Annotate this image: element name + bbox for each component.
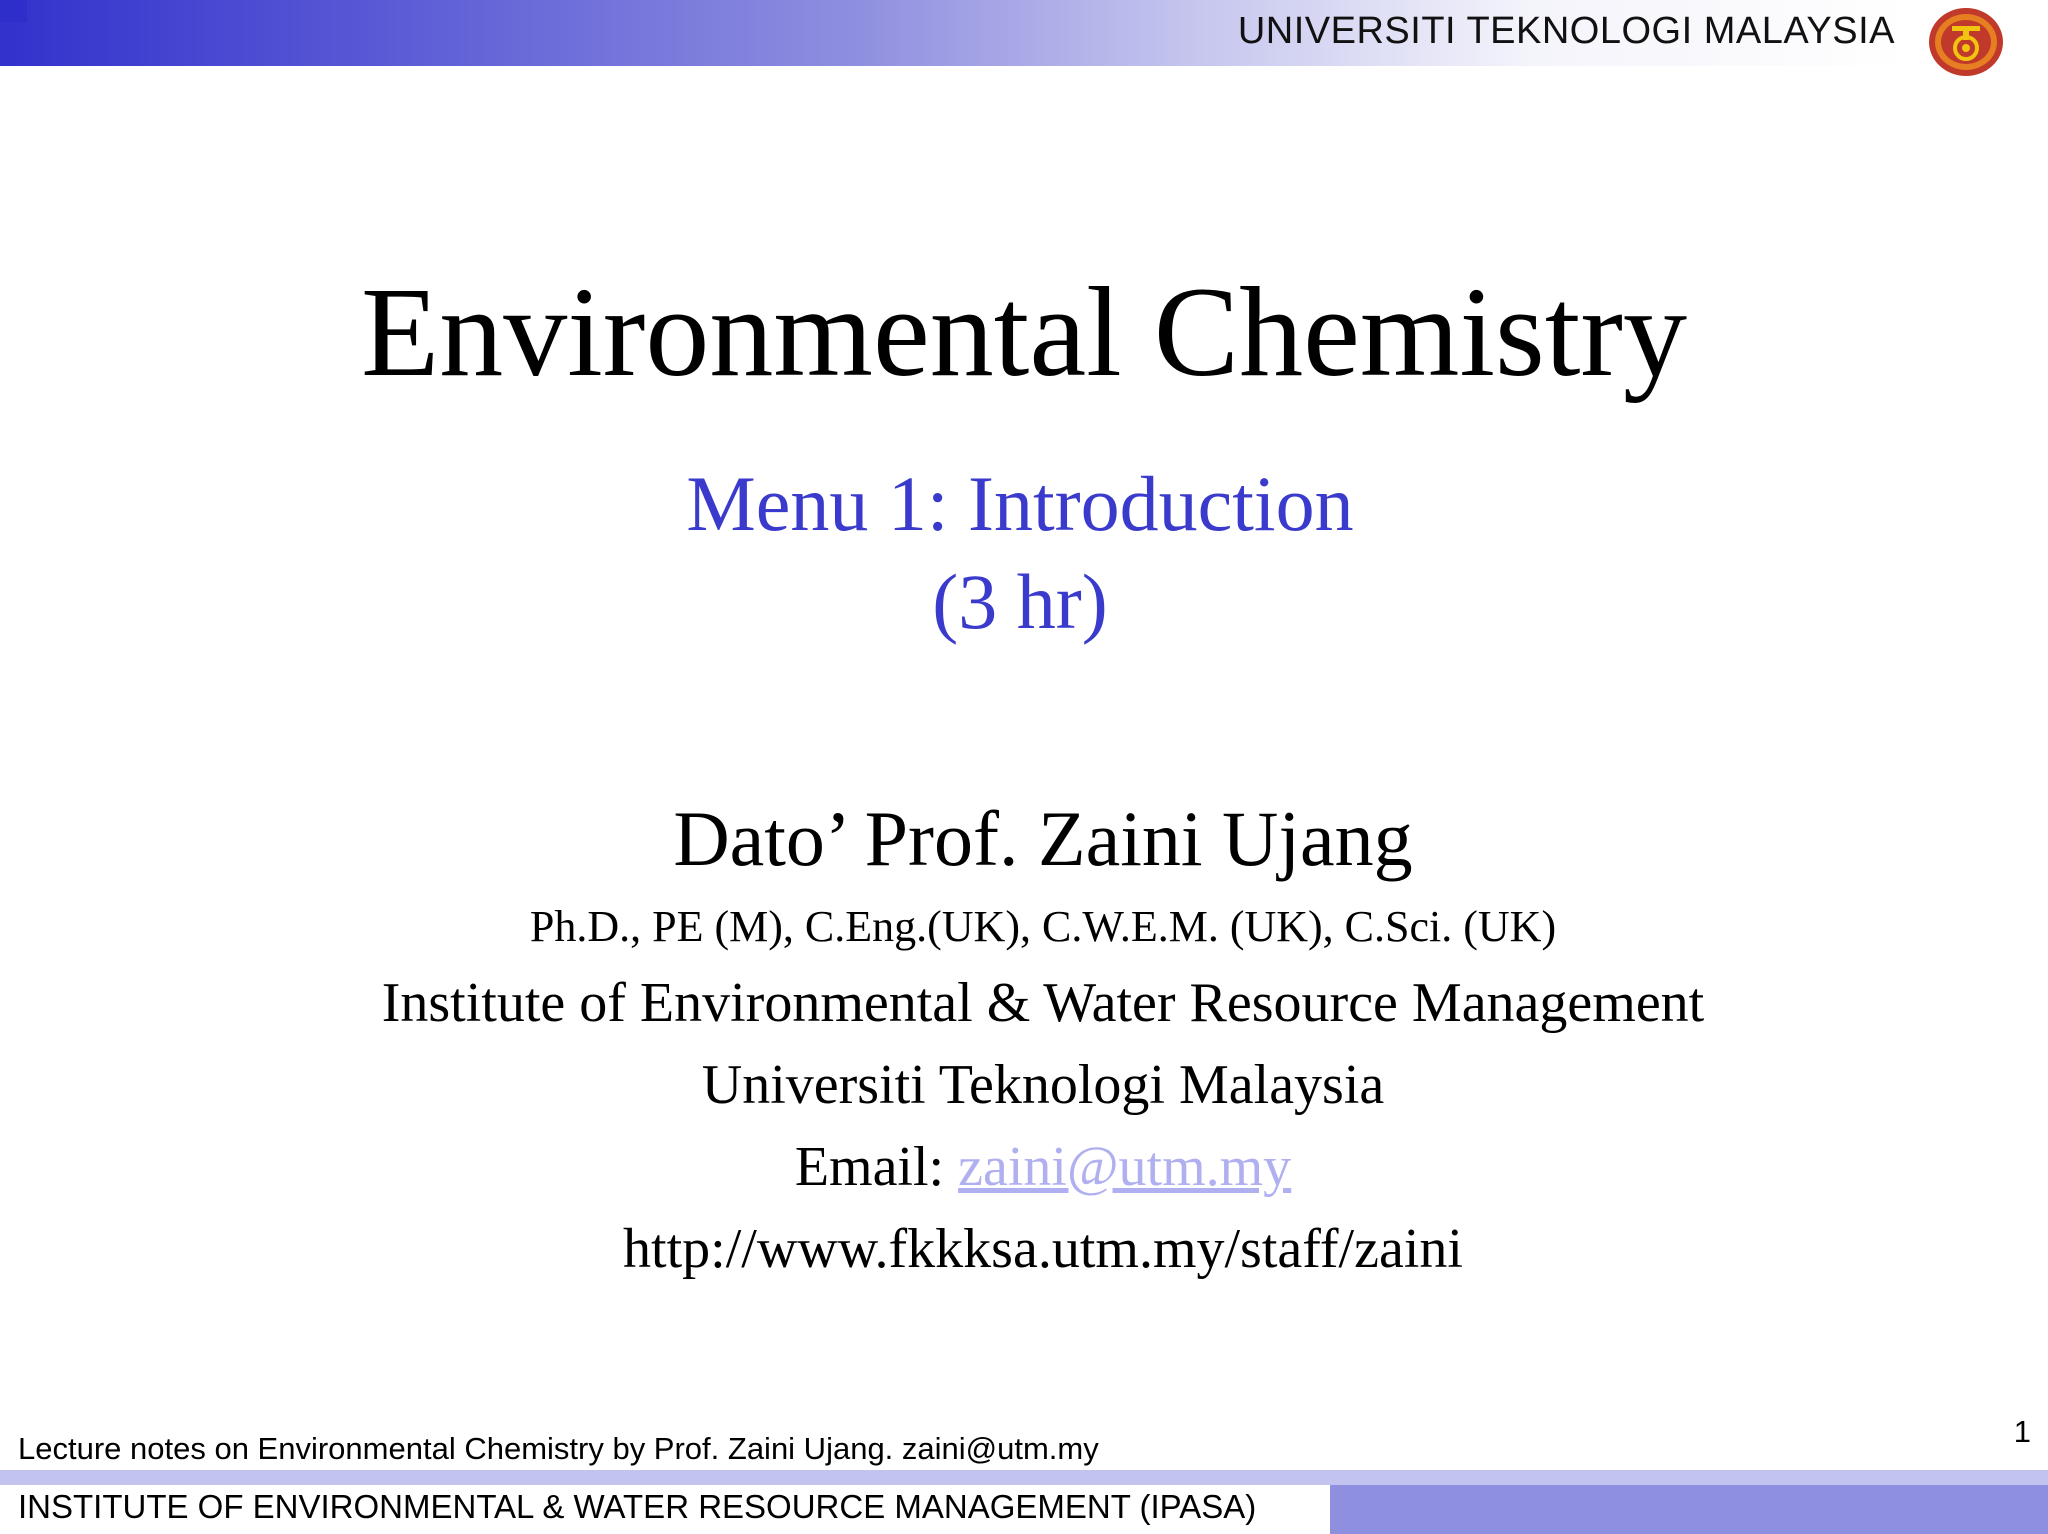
author-university: Universiti Teknologi Malaysia bbox=[701, 1054, 1385, 1116]
slide-title: Environmental Chemistry bbox=[361, 261, 1687, 403]
footer-accent-block bbox=[1330, 1485, 2048, 1534]
email-link[interactable]: zaini@utm.my bbox=[958, 1136, 1292, 1198]
author-email-line bbox=[0, 1136, 2048, 1198]
email-label: Email: bbox=[794, 1136, 959, 1198]
author-url: http://www.fkkksa.utm.my/staff/zaini bbox=[623, 1218, 1463, 1280]
author-institute: Institute of Environmental & Water Resource Management bbox=[381, 972, 1705, 1034]
header-corner-accent bbox=[0, 0, 27, 22]
footer-band bbox=[0, 1470, 2048, 1485]
footer-note: Lecture notes on Environmental Chemistry by Prof. Zaini Ujang. zaini@utm.my bbox=[18, 1431, 1099, 1466]
slide-subtitle: Menu 1: Introduction bbox=[686, 460, 1354, 547]
header-title: UNIVERSITI TEKNOLOGI MALAYSIA bbox=[1237, 10, 1895, 52]
slide-duration: (3 hr) bbox=[932, 558, 1108, 645]
author-name: Dato’ Prof. Zaini Ujang bbox=[673, 795, 1413, 882]
utm-crest-logo bbox=[1926, 6, 2006, 78]
author-qualifications: Ph.D., PE (M), C.Eng.(UK), C.W.E.M. (UK), C.Sci. (UK) bbox=[529, 902, 1557, 951]
footer-institute: INSTITUTE OF ENVIRONMENTAL & WATER RESOURCE MANAGEMENT (IPASA) bbox=[18, 1488, 1257, 1525]
page-number: 1 bbox=[2013, 1414, 2031, 1449]
